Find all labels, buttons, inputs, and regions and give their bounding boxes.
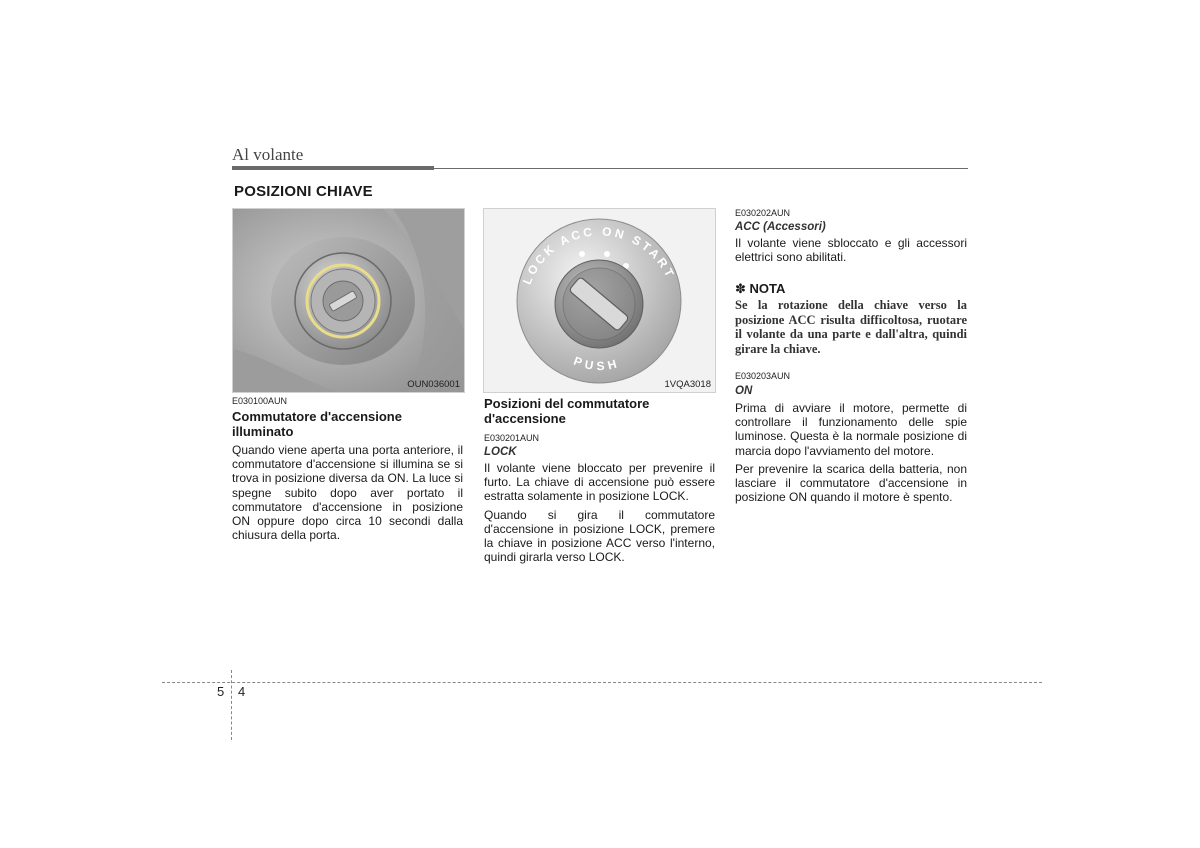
dial-label-start: START [629, 232, 678, 282]
heading-switch-positions: Posizioni del commutatore d'accensione [484, 396, 650, 426]
footer-dashed-rule [162, 682, 1042, 683]
key-dial-illustration [484, 209, 715, 392]
note-title: ✽ NOTA [735, 281, 786, 296]
paragraphs-lock [484, 461, 715, 568]
dial-label-push: PUSH [571, 353, 622, 374]
paragraph-lock-2: Quando si gira il commutatore d'accensione in posizione LOCK, premere la chiave in posizione ACC verso l'interno, quindi girarla verso LOCK. [484, 507, 715, 565]
page-section-number: 5 [217, 684, 225, 699]
code-e030201aun: E030201AUN [484, 433, 540, 443]
figure1-caption: OUN036001 [407, 379, 460, 390]
page-number: 4 [238, 684, 246, 699]
heading-illuminated-switch: Commutatore d'accensione illuminato [232, 409, 402, 439]
code-e030100aun: E030100AUN [232, 396, 288, 406]
paragraph-acc: Il volante viene sbloccato e gli accessori elettrici sono abilitati. [735, 236, 967, 265]
figure-key-positions [483, 208, 716, 393]
section-title: POSIZIONI CHIAVE [234, 183, 373, 200]
paragraph-on-1: Prima di avviare il motore, permette di controllare il funzionamento delle spie luminose. Questa è la normale posizione di marcia dopo l'avviamento del motore. [735, 401, 967, 458]
subheading-on: ON [735, 385, 753, 397]
header-rule-thin [434, 168, 968, 169]
figure-ignition-illuminated [232, 208, 465, 393]
header-rule-thick [232, 166, 434, 170]
paragraph-illuminated-switch: Quando viene aperta una porta anteriore, il commutatore d'accensione si illumina se si trova in posizione diversa da ON. La luce si spegne subito dopo aver portato il commutatore d'accensione in posizione ON oppure dopo circa 10 secondi dalla chiusura della porta. [232, 443, 463, 543]
figure2-caption: 1VQA3018 [664, 379, 711, 390]
paragraph-lock-1: Il volante viene bloccato per prevenire il furto. La chiave di accensione può essere estratta solamente in posizione LOCK. [484, 461, 715, 504]
dial-label-lock: LOCK [519, 240, 560, 287]
dial-label-on: ON [601, 224, 629, 243]
paragraph-on-2: Per prevenire la scarica della batteria, non lasciare il commutatore d'accensione in posizione ON quando il motore è spento. [735, 461, 967, 505]
footer-dashed-divider [231, 670, 232, 740]
subheading-lock: LOCK [484, 446, 517, 458]
code-e030202aun: E030202AUN [735, 208, 791, 218]
running-title: Al volante [232, 145, 304, 164]
note-body: Se la rotazione della chiave verso la posizione ACC risulta difficoltosa, ruotare il volante da una parte e dall'altra, quindi girare la chiave. [735, 298, 967, 356]
code-e030203aun: E030203AUN [735, 371, 791, 381]
paragraphs-on [735, 401, 967, 508]
ignition-cylinder-illustration [233, 209, 464, 392]
subheading-acc: ACC (Accessori) [735, 221, 826, 233]
dial-label-acc: ACC [557, 224, 596, 249]
